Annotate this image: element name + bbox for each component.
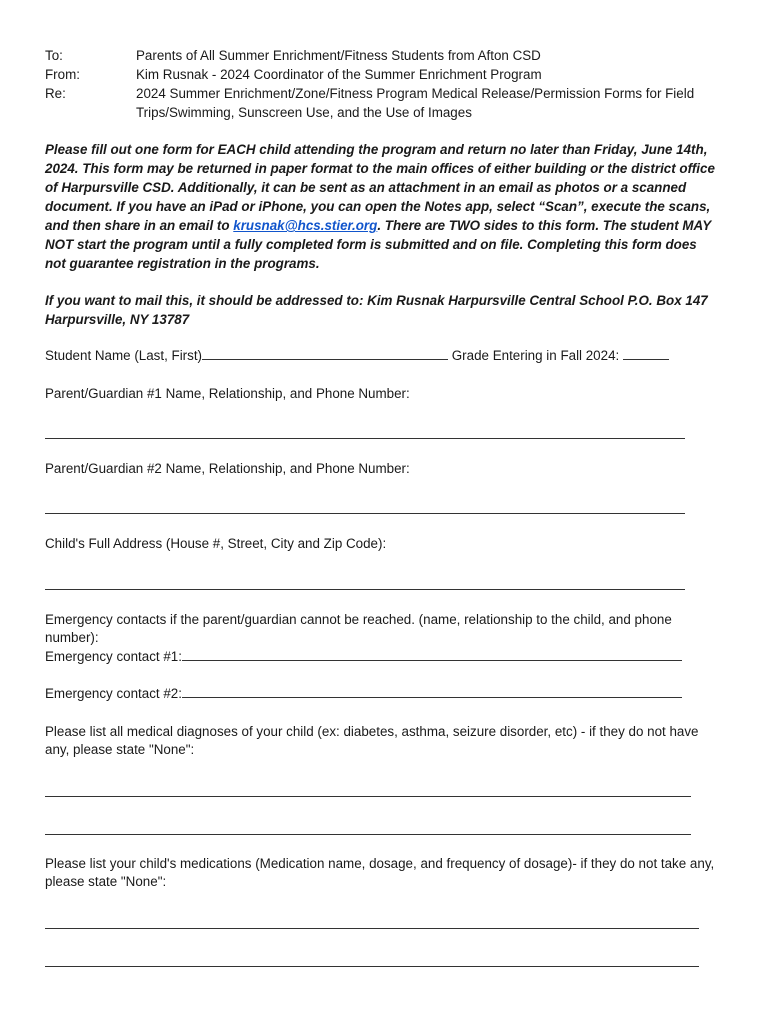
emergency1-label: Emergency contact #1: bbox=[45, 649, 182, 664]
from-value: Kim Rusnak - 2024 Coordinator of the Summer Enrichment Program bbox=[136, 67, 542, 82]
grade-field[interactable] bbox=[623, 347, 669, 360]
to-row bbox=[45, 46, 735, 65]
diagnoses-field-2[interactable] bbox=[45, 834, 691, 835]
medications-field-2[interactable] bbox=[45, 966, 699, 967]
to-value: Parents of All Summer Enrichment/Fitness Students from Afton CSD bbox=[136, 48, 541, 63]
emergency2-field[interactable] bbox=[182, 685, 682, 698]
instructions-paragraph bbox=[45, 140, 717, 273]
guardian1-field[interactable] bbox=[45, 438, 685, 439]
address-field[interactable] bbox=[45, 589, 685, 590]
memo-header bbox=[45, 46, 735, 122]
guardian2-label: Parent/Guardian #2 Name, Relationship, and Phone Number: bbox=[45, 461, 410, 476]
from-label: From: bbox=[45, 67, 80, 82]
re-label: Re: bbox=[45, 86, 66, 101]
student-name-label: Student Name (Last, First) bbox=[45, 348, 203, 363]
emergency1-row bbox=[45, 648, 682, 666]
re-row bbox=[45, 84, 735, 122]
medications-label: Please list your child's medications (Medication name, dosage, and frequency of dosage)- if they do not take any, please state "None": bbox=[45, 856, 715, 889]
email-link[interactable]: krusnak@hcs.stier.org bbox=[233, 218, 378, 233]
guardian1-label: Parent/Guardian #1 Name, Relationship, and Phone Number: bbox=[45, 386, 410, 401]
re-value: 2024 Summer Enrichment/Zone/Fitness Program Medical Release/Permission Forms for Field Trips/Swimming, Sunscreen Use, and the Use of Images bbox=[136, 86, 695, 120]
from-row bbox=[45, 65, 735, 84]
instructions-part1: Please fill out one form for EACH child attending the program and return no later than Friday, June 14th, 2024. This form may be returned in paper format to the main offices of either building or the district office of Harpursville CSD. Additionally, it can be sent as an attachment in an email as photos or a scanned document. If you have an iPad or iPhone, you can open the Notes app, select “Scan”, execute the scans, and then share in an email to bbox=[45, 142, 715, 233]
to-label: To: bbox=[45, 48, 63, 63]
instructions-part2: . There are TWO sides to this form. The student MAY NOT start the program until a fully completed form is submitted and on file. Completing this form does not guarantee registration in the programs. bbox=[45, 218, 711, 271]
guardian2-field[interactable] bbox=[45, 513, 685, 514]
grade-label: Grade Entering in Fall 2024: bbox=[451, 348, 620, 363]
student-name-field[interactable] bbox=[202, 347, 448, 360]
diagnoses-field-1[interactable] bbox=[45, 796, 691, 797]
emergency2-row bbox=[45, 685, 682, 703]
emergency2-label: Emergency contact #2: bbox=[45, 686, 182, 701]
address-label: Child's Full Address (House #, Street, City and Zip Code): bbox=[45, 536, 387, 551]
mail-note: If you want to mail this, it should be addressed to: Kim Rusnak Harpursville Central School P.O. Box 147 Harpursville, NY 13787 bbox=[45, 293, 708, 327]
student-name-row bbox=[45, 347, 669, 365]
medications-field-1[interactable] bbox=[45, 928, 699, 929]
diagnoses-label: Please list all medical diagnoses of your child (ex: diabetes, asthma, seizure disorder, etc) - if they do not have any, please state "None": bbox=[45, 724, 699, 757]
emergency1-field[interactable] bbox=[182, 648, 682, 661]
emergency-intro: Emergency contacts if the parent/guardian cannot be reached. (name, relationship to the child, and phone number): bbox=[45, 612, 672, 645]
